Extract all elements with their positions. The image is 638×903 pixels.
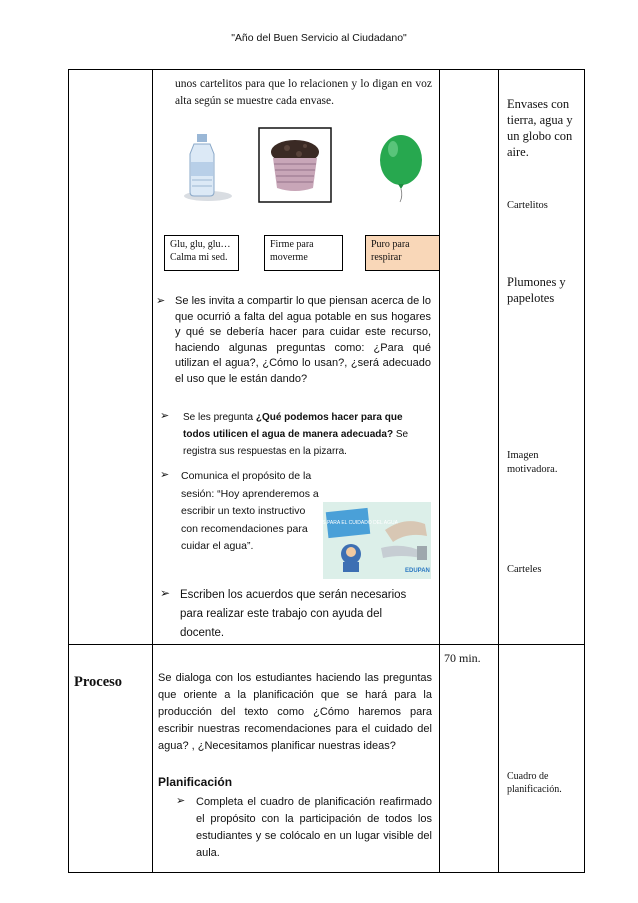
plan-bullet: Completa el cuadro de planificación reafirmado el propósito con la participación de todos los estudiantes y se colócalo en un lugar visible del aula.: [196, 796, 432, 859]
green-balloon-image: [376, 132, 428, 204]
card-soil: Firme para moverme: [264, 235, 343, 271]
bullet-arrow-icon: ➢: [156, 295, 166, 307]
bullet-arrow-icon: ➢: [160, 410, 170, 422]
bullet-agreements: Escriben los acuerdos que serán necesarios para realizar este trabajo con ayuda del docente.: [180, 589, 407, 639]
time-value: 70 min.: [444, 651, 481, 665]
table-col-divider-2: [439, 69, 440, 873]
poster-title: CONSEJOS PARA EL CUIDADO DEL AGUA: [298, 520, 398, 526]
table-col-divider-1: [152, 69, 153, 873]
intro-text: unos cartelitos para que lo relacionen y lo digan en voz alta según se muestre cada envase.: [175, 78, 432, 107]
bullet-purpose: Comunica el propósito de la sesión: “Hoy aprenderemos a escribir un texto instructivo con recomendaciones para cuidar el agua”.: [181, 470, 319, 552]
question-bold: ¿Qué podemos hacer para que todos utilicen el agua de manera adecuada?: [183, 412, 403, 440]
bullet-arrow-icon: ➢: [160, 586, 171, 600]
page-header: "Año del Buen Servicio al Ciudadano": [231, 32, 407, 44]
question-block: [183, 409, 419, 460]
resource-cards: Cartelitos: [507, 200, 548, 211]
plan-heading: Planificación: [158, 775, 233, 789]
question-suffix: Se registra sus respuestas en la pizarra.: [183, 429, 409, 457]
bullet-arrow-icon: ➢: [160, 469, 170, 481]
question-prefix: Se les pregunta: [183, 412, 254, 423]
resource-image: Imagen motivadora.: [507, 450, 558, 475]
phase-label: Proceso: [74, 674, 123, 690]
card-air: Puro para respirar: [365, 235, 440, 271]
water-care-poster-image: [298, 502, 431, 579]
table-left-border: [68, 69, 69, 873]
table-top-border: [68, 69, 585, 70]
card-water: Glu, glu, glu… Calma mi sed.: [164, 235, 239, 271]
resource-containers: Envases con tierra, agua y un globo con aire.: [507, 97, 573, 159]
process-dialog: Se dialoga con los estudiantes haciendo las preguntas que oriente a la planificación que se hará para la producción del texto como ¿Cómo haremos para escribir nuestras recomendaciones para el cuidado del agua? , ¿Necesitamos planificar nuestras ideas?: [158, 672, 432, 752]
table-bottom-border: [68, 872, 585, 873]
table-row-divider: [68, 644, 585, 645]
resource-posters: Carteles: [507, 564, 542, 575]
soil-cup-image: [259, 128, 331, 202]
resource-planning-chart: Cuadro de planificación.: [507, 771, 562, 795]
water-bottle-image: [180, 132, 235, 202]
resource-markers: Plumones y papelotes: [507, 275, 566, 305]
table-right-border: [584, 69, 585, 873]
poster-brand: EDUPAN: [405, 568, 430, 574]
bullet-arrow-icon: ➢: [176, 795, 186, 807]
table-col-divider-3: [498, 69, 499, 873]
bullet-share-thoughts: Se les invita a compartir lo que piensan acerca de lo que ocurrió a falta del agua potable en sus hogares y qué se debería hacer para cuidar este recurso, haciendo algunas preguntas como: ¿Para qué utilizan el agua?, ¿Cómo lo usan?, ¿será adecuado el uso que le están dando?: [175, 295, 431, 385]
